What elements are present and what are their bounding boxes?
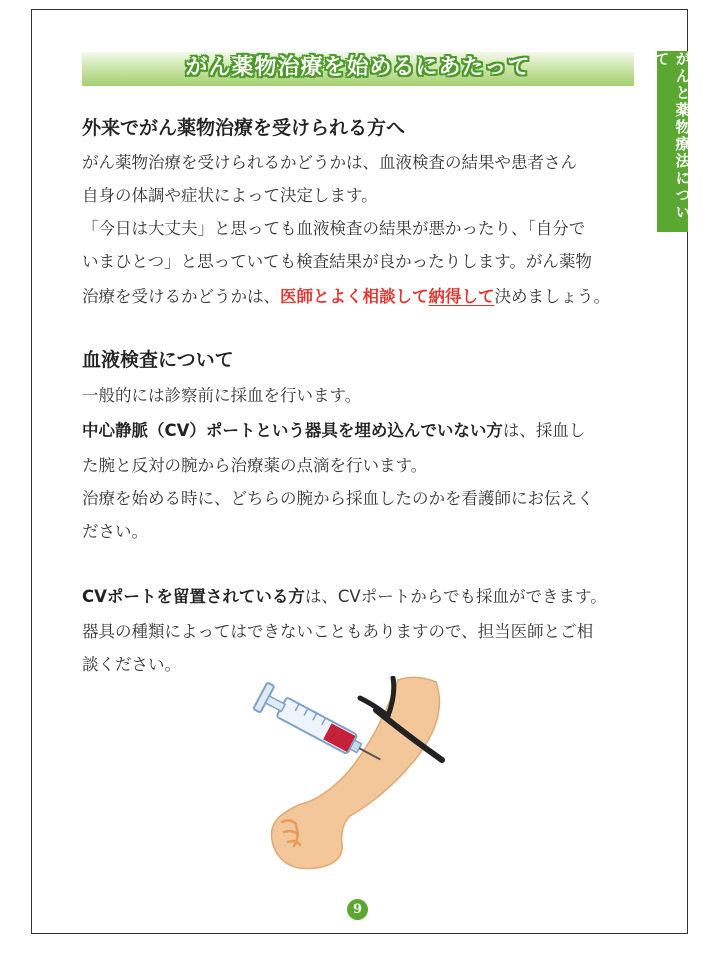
title-banner: [82, 52, 634, 86]
chapter-side-tab: [652, 51, 692, 232]
section-heading-blood-test: 血液検査について: [82, 349, 234, 371]
section2-line-6-end: は、CVポートからでも採血ができます。: [304, 587, 607, 606]
section2-line-7: 器具の種類によってはできないこともありますので、担当医師とご相: [82, 622, 594, 641]
section1-line-5: [82, 283, 610, 307]
highlight-consult-doctor: 医師とよく相談して: [280, 287, 429, 306]
section1-line-5-text: 治療を受けるかどうかは、: [82, 287, 280, 306]
page-title: がん薬物治療を始めるにあたって: [185, 55, 531, 80]
highlight-be-convinced: 納得して: [428, 287, 495, 306]
section2-line-3: た腕と反対の腕から治療薬の点滴を行います。: [82, 456, 428, 475]
section2-line-5: ださい。: [82, 522, 148, 541]
section2-line-2-end: は、採血し: [502, 421, 586, 440]
bold-cv-port-placed: CVポートを留置されている方: [82, 587, 305, 606]
chapter-side-tab-label: がんと薬物療法について: [652, 51, 692, 221]
section1-line-3: 「今日は大丈夫」と思っても血液検査の結果が悪かったり、「自分で: [82, 219, 586, 238]
blood-draw-syringe-arm-icon: [248, 676, 478, 876]
section2-line-2: [82, 417, 585, 441]
page-number: 9: [347, 899, 368, 920]
section-heading-outpatient: 外来でがん薬物治療を受けられる方へ: [82, 117, 406, 139]
bold-no-cv-port: 中心静脈（CV）ポートという器具を埋め込んでいない方: [82, 421, 503, 440]
section2-line-8: 談ください。: [82, 655, 181, 674]
section1-line-2: 自身の体調や症状によって決定します。: [82, 186, 378, 205]
section2-line-1: 一般的には診察前に採血を行います。: [82, 386, 362, 405]
section1-line-4: いまひとつ」と思っていても検査結果が良かったりします。がん薬物: [82, 252, 592, 271]
section2-line-4: 治療を始める時に、どちらの腕から採血したのかを看護師にお伝えく: [82, 489, 594, 508]
section1-line-1: がん薬物治療を受けられるかどうかは、血液検査の結果や患者さん: [82, 153, 577, 172]
section2-line-6: [82, 583, 607, 607]
section1-line-5-end: 決めましょう。: [494, 287, 610, 306]
